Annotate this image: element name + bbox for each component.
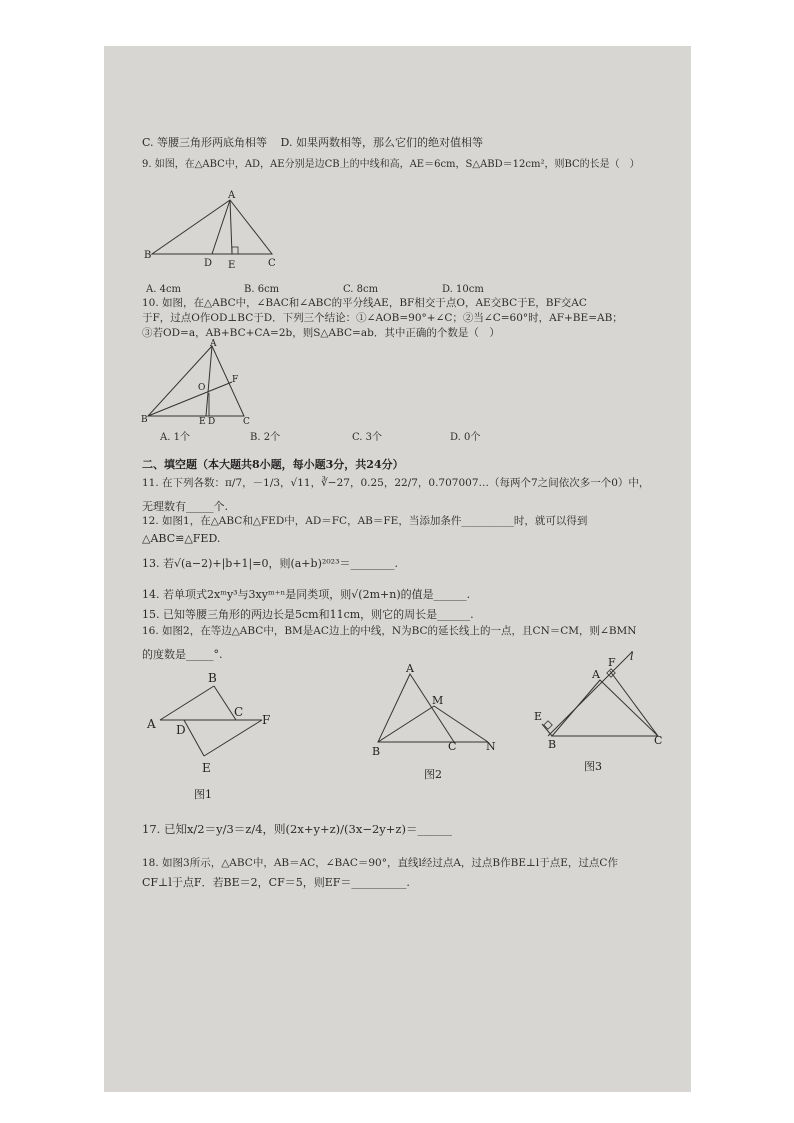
q18-line2: CF⊥l于点F．若BE＝2，CF＝5，则EF＝__________. [142, 876, 410, 889]
q11-line1: 11. 在下列各数：π/7，－1/3，√11，∛−27，0.25，22/7，0.707007…（每两个7之间依次多一个0）中， [142, 477, 650, 489]
fig1-label-b: B [208, 671, 217, 685]
q10-option-a: A. 1个 [160, 432, 190, 443]
q10-option-b: B. 2个 [250, 432, 281, 443]
figure-1-caption: 图1 [194, 788, 212, 801]
q18-line1: 18. 如图3所示，△ABC中，AB＝AC，∠BAC＝90°，直线l经过点A，过点B作BE⊥l于点E，过点C作 [142, 857, 618, 869]
q10-label-d: D [208, 417, 216, 426]
q10-label-b: B [141, 415, 148, 425]
fig1-label-f: F [262, 713, 271, 727]
figure-3 [528, 644, 672, 752]
q15: 15. 已知等腰三角形的两边长是5cm和11cm，则它的周长是______. [142, 608, 474, 621]
q10-triangle-figure [140, 338, 260, 426]
fig3-label-e: E [534, 710, 543, 723]
figure-3-caption: 图3 [584, 760, 602, 773]
figure-2 [368, 660, 504, 760]
fig1-label-c: C [234, 705, 244, 719]
section-2-heading: 二、填空题（本大题共8小题，每小题3分，共24分） [142, 458, 404, 471]
q14: 14. 若单项式2xᵐy³与3xyᵐ⁺ⁿ是同类项，则√(2m+n)的值是______. [142, 588, 471, 601]
fig2-label-b: B [372, 745, 381, 758]
q10-line2: 于F，过点O作OD⊥BC于D．下列三个结论：①∠AOB=90°+∠C；②当∠C=60°时，AF+BE=AB； [142, 312, 623, 324]
q13: 13. 若√(a−2)+|b+1|=0，则(a+b)²⁰²³＝________. [142, 557, 398, 570]
figure-1 [144, 668, 280, 776]
q10-line1: 10. 如图，在△ABC中，∠BAC和∠ABC的平分线AE，BF相交于点O，AE交BC于E，BF交AC [142, 297, 587, 309]
fig2-label-c: C [448, 740, 457, 753]
q8-option-row [142, 136, 483, 150]
q9-label-a: A [228, 190, 236, 201]
q10-option-d: D. 0个 [450, 432, 481, 443]
fig1-label-d: D [176, 723, 186, 737]
q9-option-a: A. 4cm [146, 284, 182, 295]
q8-option-d: D. 如果两数相等，那么它们的绝对值相等 [280, 136, 483, 149]
fig3-label-c: C [654, 734, 663, 747]
q9-label-c: C [268, 258, 276, 269]
q8-option-c: C. 等腰三角形两底角相等 [142, 136, 268, 149]
q10-label-o: O [198, 383, 206, 393]
q12-line1: 12. 如图1，在△ABC和△FED中，AD＝FC，AB＝FE，当添加条件__________时，就可以得到 [142, 515, 588, 527]
q16-line2: 的度数是_____°. [142, 648, 223, 661]
q10-label-f: F [232, 375, 239, 385]
q10-label-e: E [199, 417, 206, 426]
q10-label-a: A [210, 339, 217, 349]
fig2-label-n: N [486, 740, 496, 753]
q9-option-d: D. 10cm [442, 284, 484, 295]
fig1-label-e: E [202, 761, 211, 775]
q9-label-d: D [204, 258, 213, 269]
q10-label-c: C [243, 417, 250, 426]
q12-line2: △ABC≌△FED. [142, 532, 221, 545]
fig3-label-a: A [592, 668, 600, 681]
figure-2-caption: 图2 [424, 768, 442, 781]
q9-label-b: B [144, 250, 152, 261]
q9-option-b: B. 6cm [244, 284, 280, 295]
q10-line3: ③若OD=a，AB+BC+CA=2b，则S△ABC=ab．其中正确的个数是（ ） [142, 327, 500, 339]
q16-line1: 16. 如图2，在等边△ABC中，BM是AC边上的中线，N为BC的延长线上的一点，且CN＝CM，则∠BMN [142, 625, 637, 637]
q11-line2: 无理数有_____个. [142, 500, 228, 513]
fig1-label-a: A [147, 717, 156, 731]
fig3-label-b: B [548, 738, 557, 751]
fig3-label-l: l [630, 650, 634, 663]
q17: 17. 已知x/2＝y/3＝z/4，则(2x+y+z)/(3x−2y+z)＝______ [142, 822, 452, 836]
fig2-label-a: A [406, 662, 414, 675]
fig2-label-m: M [432, 694, 444, 707]
q9-triangle-figure [140, 190, 280, 272]
fig3-label-f: F [608, 656, 616, 669]
q9-label-e: E [228, 260, 236, 271]
q10-option-c: C. 3个 [352, 432, 383, 443]
q9-option-c: C. 8cm [343, 284, 379, 295]
q9-stem: 9. 如图，在△ABC中，AD，AE分别是边CB上的中线和高，AE＝6cm，S△ABD＝12cm²，则BC的长是（ ） [142, 159, 640, 170]
